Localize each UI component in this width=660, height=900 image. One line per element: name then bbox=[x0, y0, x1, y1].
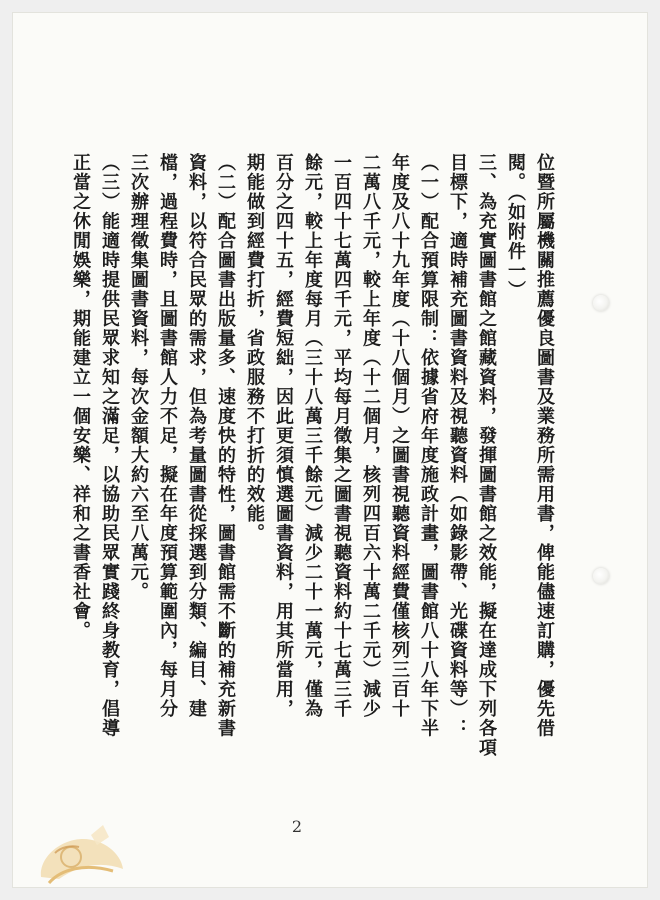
text-column-5: （一）配合預算限制：依據省府年度施政計畫，圖書館八十八年下半 bbox=[418, 153, 439, 738]
document-page bbox=[12, 12, 648, 888]
text-column-6: 年度及八十九年度（十八個月）之圖書視聽資料經費僅核列三百十 bbox=[389, 153, 410, 719]
text-column-3: 三、為充實圖書館之館藏資料，發揮圖書館之效能，擬在達成下列各項 bbox=[476, 153, 497, 758]
text-column-7: 二萬八千元，較上年度（十二個月，核列四百六十萬二千元）減少 bbox=[360, 153, 381, 719]
document-body bbox=[71, 153, 555, 803]
punch-hole-bottom bbox=[593, 568, 609, 584]
text-column-4: 目標下，適時補充圖書資料及視聽資料（如錄影帶、光碟資料等）： bbox=[447, 153, 468, 738]
text-column-10: 百分之四十五，經費短絀，因此更須慎選圖書資料，用其所當用， bbox=[273, 153, 294, 719]
archive-watermark-icon bbox=[31, 817, 131, 893]
text-column-14: 檔，過程費時，且圖書館人力不足，擬在年度預算範圍內，每月分 bbox=[157, 153, 178, 719]
text-column-9: 餘元，較上年度每月（三十八萬三千餘元）減少二十一萬元，僅為 bbox=[302, 153, 323, 719]
text-column-13: 資料，以符合民眾的需求，但為考量圖書從採選到分類、編目、建 bbox=[186, 153, 207, 719]
text-column-1: 位暨所屬機關推薦優良圖書及業務所需用書，俾能儘速訂購，優先借 bbox=[534, 153, 555, 738]
text-column-15: 三次辦理徵集圖書資料，每次金額大約六至八萬元。 bbox=[128, 153, 149, 602]
text-column-11: 期能做到經費打折，省政服務不打折的效能。 bbox=[244, 153, 265, 543]
punch-hole-top bbox=[593, 295, 609, 311]
text-column-12: （二）配合圖書出版量多、速度快的特性，圖書館需不斷的補充新書 bbox=[215, 153, 236, 738]
text-column-16: （三）能適時提供民眾求知之滿足，以協助民眾實踐終身教育，倡導 bbox=[99, 153, 120, 738]
text-column-17: 正當之休閒娛樂，期能建立一個安樂、祥和之書香社會。 bbox=[70, 153, 91, 641]
page-number: 2 bbox=[291, 817, 303, 836]
text-column-2: 閱。（如附件一） bbox=[505, 153, 526, 300]
text-column-8: 一百四十七萬四千元，平均每月徵集之圖書視聽資料約十七萬三千 bbox=[331, 153, 352, 719]
